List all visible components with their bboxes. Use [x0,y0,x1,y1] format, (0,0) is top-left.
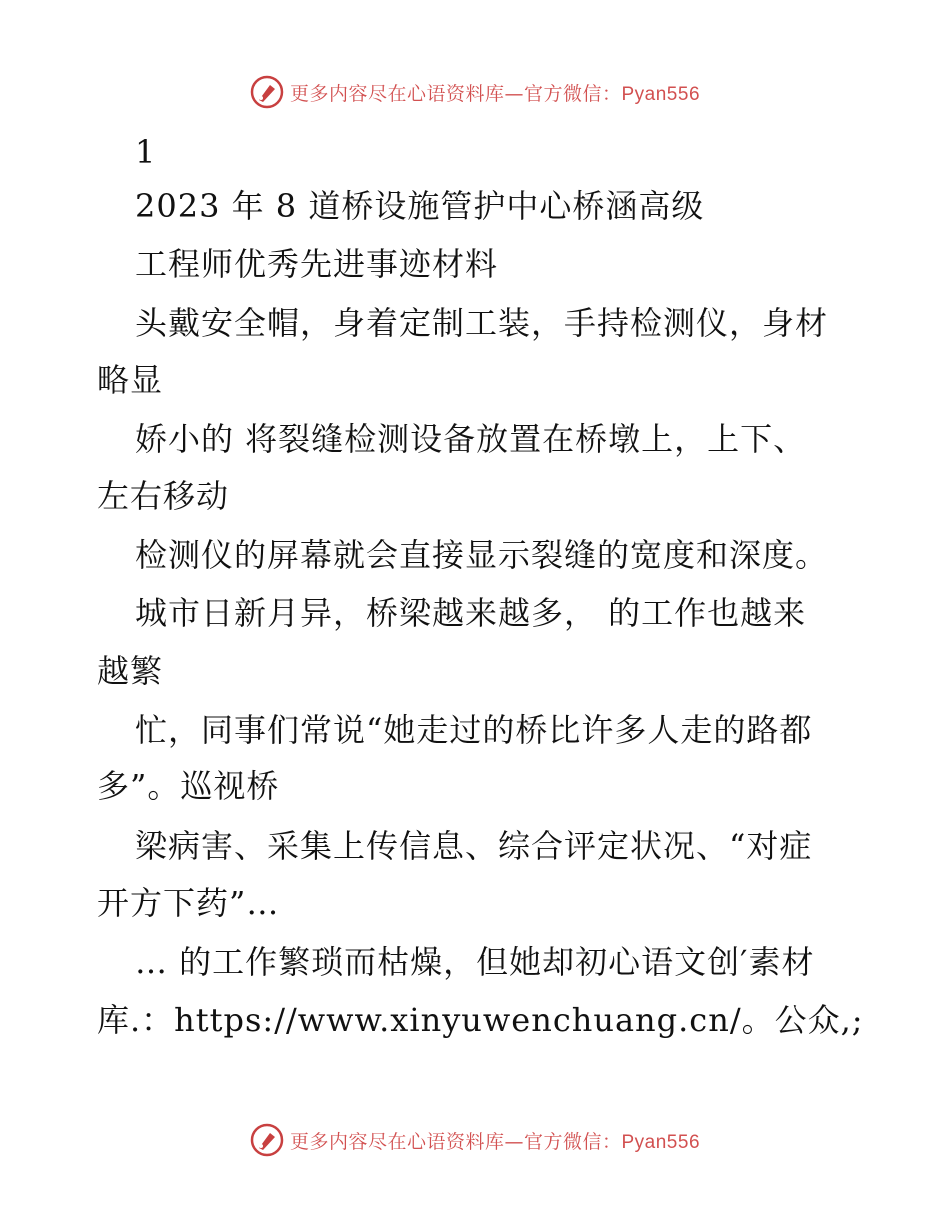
paragraph-line: 梁病害、采集上传信息、综合评定状况、“对症 [135,827,813,865]
paragraph-line: 娇小的 将裂缝检测设备放置在桥墩上，上下、 [135,420,807,458]
paragraph-line: 头戴安全帽，身着定制工装，手持检测仪，身材 [135,304,829,342]
pen-logo-icon [250,1123,284,1157]
paragraph-line: 越繁 [97,652,164,690]
paragraph-line: 库.：https://www.xinyuwenchuang.cn/。公众,; [97,1001,864,1039]
pen-logo-icon [250,75,284,109]
paragraph-line: 左右移动 [97,477,230,515]
footer-watermark [0,1120,950,1160]
paragraph-line: 开方下药”… [97,884,280,922]
page-number: 1 [135,133,157,171]
watermark-text: 更多内容尽在心语资料库—官方微信：Pyan556 [289,1130,701,1153]
paragraph-line: 城市日新月异，桥梁越来越多， 的工作也越来 [135,594,807,632]
paragraph-line: 检测仪的屏幕就会直接显示裂缝的宽度和深度。 [135,536,829,574]
document-title-line-2: 工程师优秀先进事迹材料 [135,245,499,283]
paragraph-line: 略显 [97,361,164,399]
watermark-text: 更多内容尽在心语资料库—官方微信：Pyan556 [289,82,701,105]
document-title-line-1: 2023 年 8 道桥设施管护中心桥涵高级 [135,187,705,225]
paragraph-line: 忙，同事们常说“她走过的桥比许多人走的路都 [135,711,813,749]
paragraph-line: … 的工作繁琐而枯燥，但她却初心语文创′素材 [135,943,815,981]
paragraph-line: 多”。巡视桥 [97,767,280,805]
header-watermark [0,72,950,112]
